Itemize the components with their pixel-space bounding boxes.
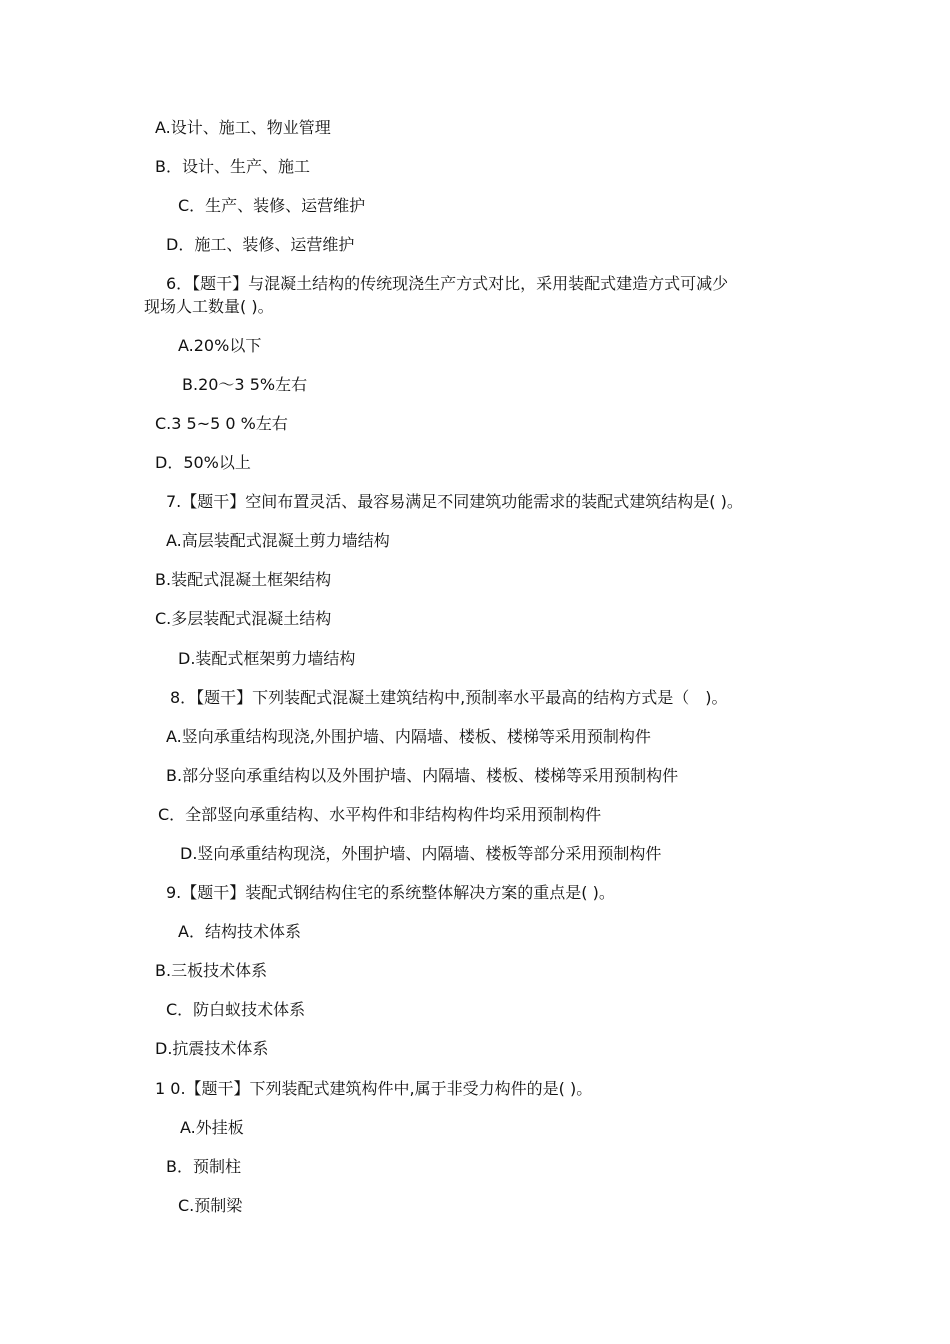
option-7c: C.多层装配式混凝土结构 [155,609,332,628]
option-5a: A.设计、施工、物业管理 [155,118,331,137]
option-7d: D.装配式框架剪力墙结构 [178,649,356,668]
option-10a: A.外挂板 [180,1118,244,1137]
option-5d: D．施工、装修、运营维护 [166,235,355,254]
option-6d: D．50%以上 [155,453,251,472]
question-6-stem-line1: 6．【题干】与混凝土结构的传统现浇生产方式对比，采用装配式建造方式可减少 [166,274,729,293]
option-9a: A．结构技术体系 [178,922,301,941]
option-5b: B．设计、生产、施工 [155,157,310,176]
option-9d: D.抗震技术体系 [155,1039,269,1058]
option-8a: A.竖向承重结构现浇,外围护墙、内隔墙、楼板、楼梯等采用预制构件 [166,727,651,746]
option-6b: B.20～3 5%左右 [182,375,308,394]
option-7b: B.装配式混凝土框架结构 [155,570,332,589]
question-6-stem-line2: 现场人工数量( )。 [144,297,274,316]
option-6c: C.3 5~5 0 %左右 [155,414,288,433]
option-10b: B．预制柱 [166,1157,241,1176]
question-7-stem: 7.【题干】空间布置灵活、最容易满足不同建筑功能需求的装配式建筑结构是( )。 [166,492,743,511]
question-10-stem: 1 0.【题干】下列装配式建筑构件中,属于非受力构件的是( )。 [155,1079,593,1098]
option-9c: C．防白蚁技术体系 [166,1000,306,1019]
option-10c: C.预制梁 [178,1196,243,1215]
option-9b: B.三板技术体系 [155,961,268,980]
option-8d: D.竖向承重结构现浇，外围护墙、内隔墙、楼板等部分采用预制构件 [180,844,662,863]
option-7a: A.高层装配式混凝土剪力墙结构 [166,531,390,550]
option-8c: C．全部竖向承重结构、水平构件和非结构构件均采用预制构件 [158,805,602,824]
option-8b: B.部分竖向承重结构以及外围护墙、内隔墙、楼板、楼梯等采用预制构件 [166,766,679,785]
option-5c: C．生产、装修、运营维护 [178,196,366,215]
option-6a: A.20%以下 [178,336,262,355]
question-8-stem: 8．【题干】下列装配式混凝土建筑结构中,预制率水平最高的结构方式是（ )。 [170,688,728,707]
question-9-stem: 9.【题干】装配式钢结构住宅的系统整体解决方案的重点是( )。 [166,883,615,902]
